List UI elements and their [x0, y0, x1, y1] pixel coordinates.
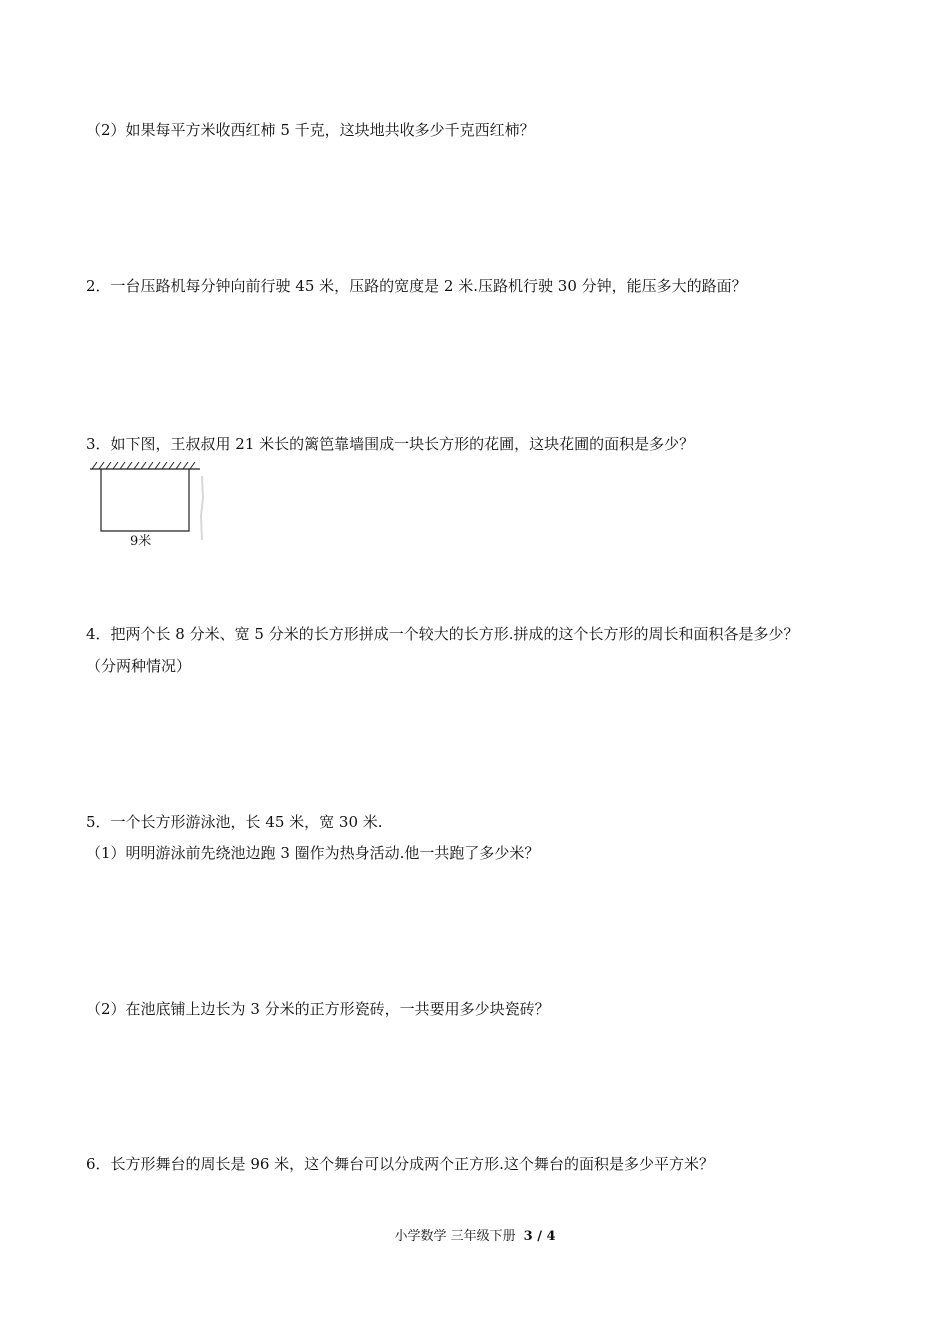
scan-artifact	[201, 476, 203, 540]
figure-width-label: 9米	[130, 534, 152, 549]
garden-fence-figure	[86, 458, 216, 558]
wall-hatching	[92, 462, 195, 469]
question-1-part-2: （2）如果每平方米收西红柿 5 千克，这块地共收多少千克西红柿？	[86, 121, 535, 139]
question-4: 4．把两个长 8 分米、宽 5 分米的长方形拼成一个较大的长方形.拼成的这个长方形的周长和面积各是多少？	[86, 625, 799, 643]
question-5: 5．一个长方形游泳池，长 45 米，宽 30 米.	[86, 813, 383, 831]
question-4-note: （分两种情况）	[86, 657, 192, 675]
question-5-part-2: （2）在池底铺上边长为 3 分米的正方形瓷砖，一共要用多少块瓷砖？	[86, 1000, 550, 1018]
question-2: 2．一台压路机每分钟向前行驶 45 米，压路的宽度是 2 米.压路机行驶 30 分钟，能压多大的路面？	[86, 277, 747, 295]
footer-label: 小学数学 三年级下册	[394, 1229, 516, 1244]
question-5-part-1: （1）明明游泳前先绕池边跑 3 圈作为热身活动.他一共跑了多少米？	[86, 844, 540, 862]
page-number: 3 / 4	[523, 1229, 556, 1244]
question-3: 3．如下图，王叔叔用 21 米长的篱笆靠墙围成一块长方形的花圃，这块花圃的面积是多少？	[86, 435, 695, 453]
garden-rectangle	[101, 469, 189, 531]
page-footer	[0, 1228, 950, 1246]
question-6: 6．长方形舞台的周长是 96 米，这个舞台可以分成两个正方形.这个舞台的面积是多少平方米？	[86, 1155, 714, 1173]
